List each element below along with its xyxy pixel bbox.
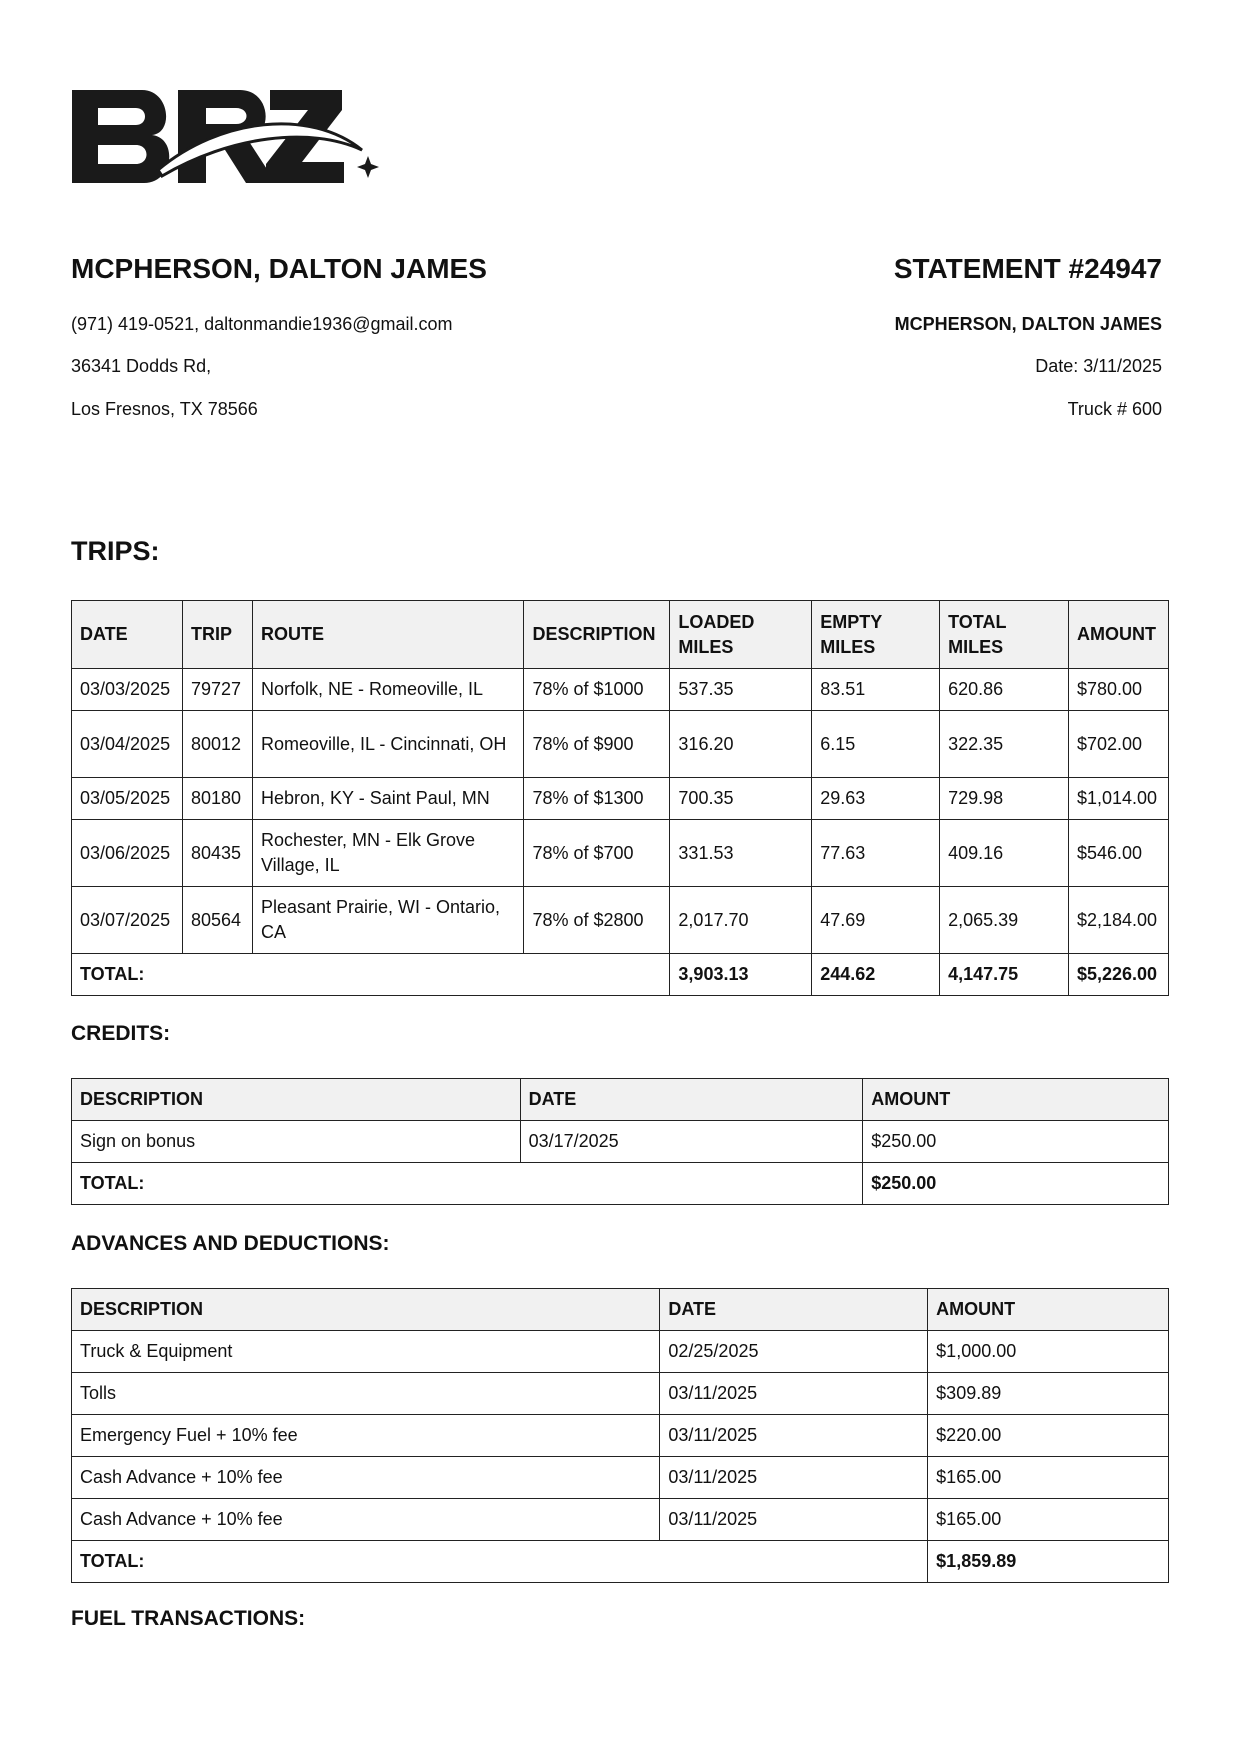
cell-date: 03/05/2025 xyxy=(72,778,183,820)
cell-amount: $2,184.00 xyxy=(1068,887,1168,954)
driver-contact: (971) 419-0521, daltonmandie1936@gmail.com xyxy=(71,314,453,334)
cell-amount: $1,014.00 xyxy=(1068,778,1168,820)
driver-address-line1: 36341 Dodds Rd, xyxy=(71,356,212,376)
cell-loaded-miles: 331.53 xyxy=(670,820,812,887)
table-row xyxy=(72,778,1169,820)
col-header-date: DATE xyxy=(660,1289,928,1331)
cell-amount: $165.00 xyxy=(928,1499,1169,1541)
trips-heading: TRIPS: xyxy=(71,536,160,566)
statement-date: Date: 3/11/2025 xyxy=(1035,356,1162,376)
cell-description: Cash Advance + 10% fee xyxy=(72,1499,660,1541)
trips-header-row xyxy=(72,601,1169,669)
cell-empty-miles: 29.63 xyxy=(812,778,940,820)
cell-date: 03/06/2025 xyxy=(72,820,183,887)
cell-amount: $780.00 xyxy=(1068,669,1168,711)
table-row xyxy=(72,1373,1169,1415)
table-row xyxy=(72,887,1169,954)
cell-date: 03/11/2025 xyxy=(660,1457,928,1499)
cell-description: Sign on bonus xyxy=(72,1121,521,1163)
cell-date: 03/11/2025 xyxy=(660,1415,928,1457)
cell-empty-miles: 77.63 xyxy=(812,820,940,887)
cell-date: 03/17/2025 xyxy=(520,1121,863,1163)
cell-total-miles: 322.35 xyxy=(940,711,1069,778)
cell-description: Emergency Fuel + 10% fee xyxy=(72,1415,660,1457)
cell-date: 03/11/2025 xyxy=(660,1373,928,1415)
driver-address-line2: Los Fresnos, TX 78566 xyxy=(71,399,258,419)
deductions-total-row xyxy=(72,1541,1169,1583)
cell-amount: $250.00 xyxy=(863,1121,1169,1163)
cell-total-miles: 409.16 xyxy=(940,820,1069,887)
cell-amount: $1,000.00 xyxy=(928,1331,1169,1373)
credits-header-row xyxy=(72,1079,1169,1121)
col-header-description: DESCRIPTION xyxy=(524,601,670,669)
company-logo xyxy=(70,78,380,193)
cell-date: 03/03/2025 xyxy=(72,669,183,711)
credits-total-row xyxy=(72,1163,1169,1205)
cell-loaded-miles: 700.35 xyxy=(670,778,812,820)
total-label: TOTAL: xyxy=(72,1541,928,1583)
cell-total-miles: 2,065.39 xyxy=(940,887,1069,954)
cell-route: Romeoville, IL - Cincinnati, OH xyxy=(252,711,523,778)
cell-amount: $546.00 xyxy=(1068,820,1168,887)
col-header-description: DESCRIPTION xyxy=(72,1079,521,1121)
statement-driver-name: MCPHERSON, DALTON JAMES xyxy=(894,314,1162,334)
cell-loaded-miles: 537.35 xyxy=(670,669,812,711)
cell-trip: 80564 xyxy=(182,887,252,954)
cell-date: 03/07/2025 xyxy=(72,887,183,954)
cell-date: 03/04/2025 xyxy=(72,711,183,778)
col-header-total-miles: TOTAL MILES xyxy=(940,601,1069,669)
cell-empty-miles: 47.69 xyxy=(812,887,940,954)
statement-title: STATEMENT #24947 xyxy=(893,253,1162,284)
total-amount: $250.00 xyxy=(863,1163,1169,1205)
total-total-miles: 4,147.75 xyxy=(940,954,1069,996)
col-header-trip: TRIP xyxy=(182,601,252,669)
credits-heading: CREDITS: xyxy=(71,1022,171,1045)
cell-loaded-miles: 2,017.70 xyxy=(670,887,812,954)
col-header-amount: AMOUNT xyxy=(1068,601,1168,669)
statement-truck: Truck # 600 xyxy=(1067,399,1162,419)
table-row xyxy=(72,711,1169,778)
cell-date: 03/11/2025 xyxy=(660,1499,928,1541)
table-row xyxy=(72,1415,1169,1457)
total-label: TOTAL: xyxy=(72,1163,863,1205)
cell-route: Hebron, KY - Saint Paul, MN xyxy=(252,778,523,820)
deductions-table xyxy=(71,1288,1169,1583)
total-loaded-miles: 3,903.13 xyxy=(670,954,812,996)
table-row xyxy=(72,1457,1169,1499)
cell-trip: 80435 xyxy=(182,820,252,887)
cell-description: 78% of $900 xyxy=(524,711,670,778)
total-amount: $1,859.89 xyxy=(928,1541,1169,1583)
col-header-date: DATE xyxy=(520,1079,863,1121)
col-header-date: DATE xyxy=(72,601,183,669)
col-header-loaded-miles: LOADED MILES xyxy=(670,601,812,669)
cell-empty-miles: 83.51 xyxy=(812,669,940,711)
table-row xyxy=(72,669,1169,711)
cell-total-miles: 729.98 xyxy=(940,778,1069,820)
trips-total-row xyxy=(72,954,1169,996)
cell-description: Cash Advance + 10% fee xyxy=(72,1457,660,1499)
table-row xyxy=(72,1331,1169,1373)
cell-date: 02/25/2025 xyxy=(660,1331,928,1373)
cell-trip: 79727 xyxy=(182,669,252,711)
total-label: TOTAL: xyxy=(72,954,670,996)
total-amount: $5,226.00 xyxy=(1068,954,1168,996)
cell-empty-miles: 6.15 xyxy=(812,711,940,778)
cell-trip: 80012 xyxy=(182,711,252,778)
col-header-route: ROUTE xyxy=(252,601,523,669)
cell-description: Tolls xyxy=(72,1373,660,1415)
cell-total-miles: 620.86 xyxy=(940,669,1069,711)
credits-table xyxy=(71,1078,1169,1205)
cell-amount: $309.89 xyxy=(928,1373,1169,1415)
table-row xyxy=(72,1499,1169,1541)
cell-route: Norfolk, NE - Romeoville, IL xyxy=(252,669,523,711)
deductions-header-row xyxy=(72,1289,1169,1331)
total-empty-miles: 244.62 xyxy=(812,954,940,996)
cell-amount: $702.00 xyxy=(1068,711,1168,778)
cell-description: 78% of $1300 xyxy=(524,778,670,820)
driver-name: MCPHERSON, DALTON JAMES xyxy=(71,253,487,284)
col-header-amount: AMOUNT xyxy=(863,1079,1169,1121)
table-row xyxy=(72,1121,1169,1163)
cell-description: 78% of $2800 xyxy=(524,887,670,954)
cell-description: 78% of $1000 xyxy=(524,669,670,711)
trips-table xyxy=(71,600,1169,996)
col-header-description: DESCRIPTION xyxy=(72,1289,660,1331)
table-row xyxy=(72,820,1169,887)
logo-letter-b xyxy=(72,90,169,183)
cell-description: Truck & Equipment xyxy=(72,1331,660,1373)
cell-amount: $220.00 xyxy=(928,1415,1169,1457)
cell-description: 78% of $700 xyxy=(524,820,670,887)
col-header-empty-miles: EMPTY MILES xyxy=(812,601,940,669)
cell-route: Pleasant Prairie, WI - Ontario, CA xyxy=(252,887,523,954)
cell-loaded-miles: 316.20 xyxy=(670,711,812,778)
col-header-amount: AMOUNT xyxy=(928,1289,1169,1331)
cell-trip: 80180 xyxy=(182,778,252,820)
deductions-heading: ADVANCES AND DEDUCTIONS: xyxy=(71,1232,390,1255)
fuel-heading: FUEL TRANSACTIONS: xyxy=(71,1607,306,1630)
logo-sparkle-icon xyxy=(357,156,379,178)
cell-route: Rochester, MN - Elk Grove Village, IL xyxy=(252,820,523,887)
cell-amount: $165.00 xyxy=(928,1457,1169,1499)
